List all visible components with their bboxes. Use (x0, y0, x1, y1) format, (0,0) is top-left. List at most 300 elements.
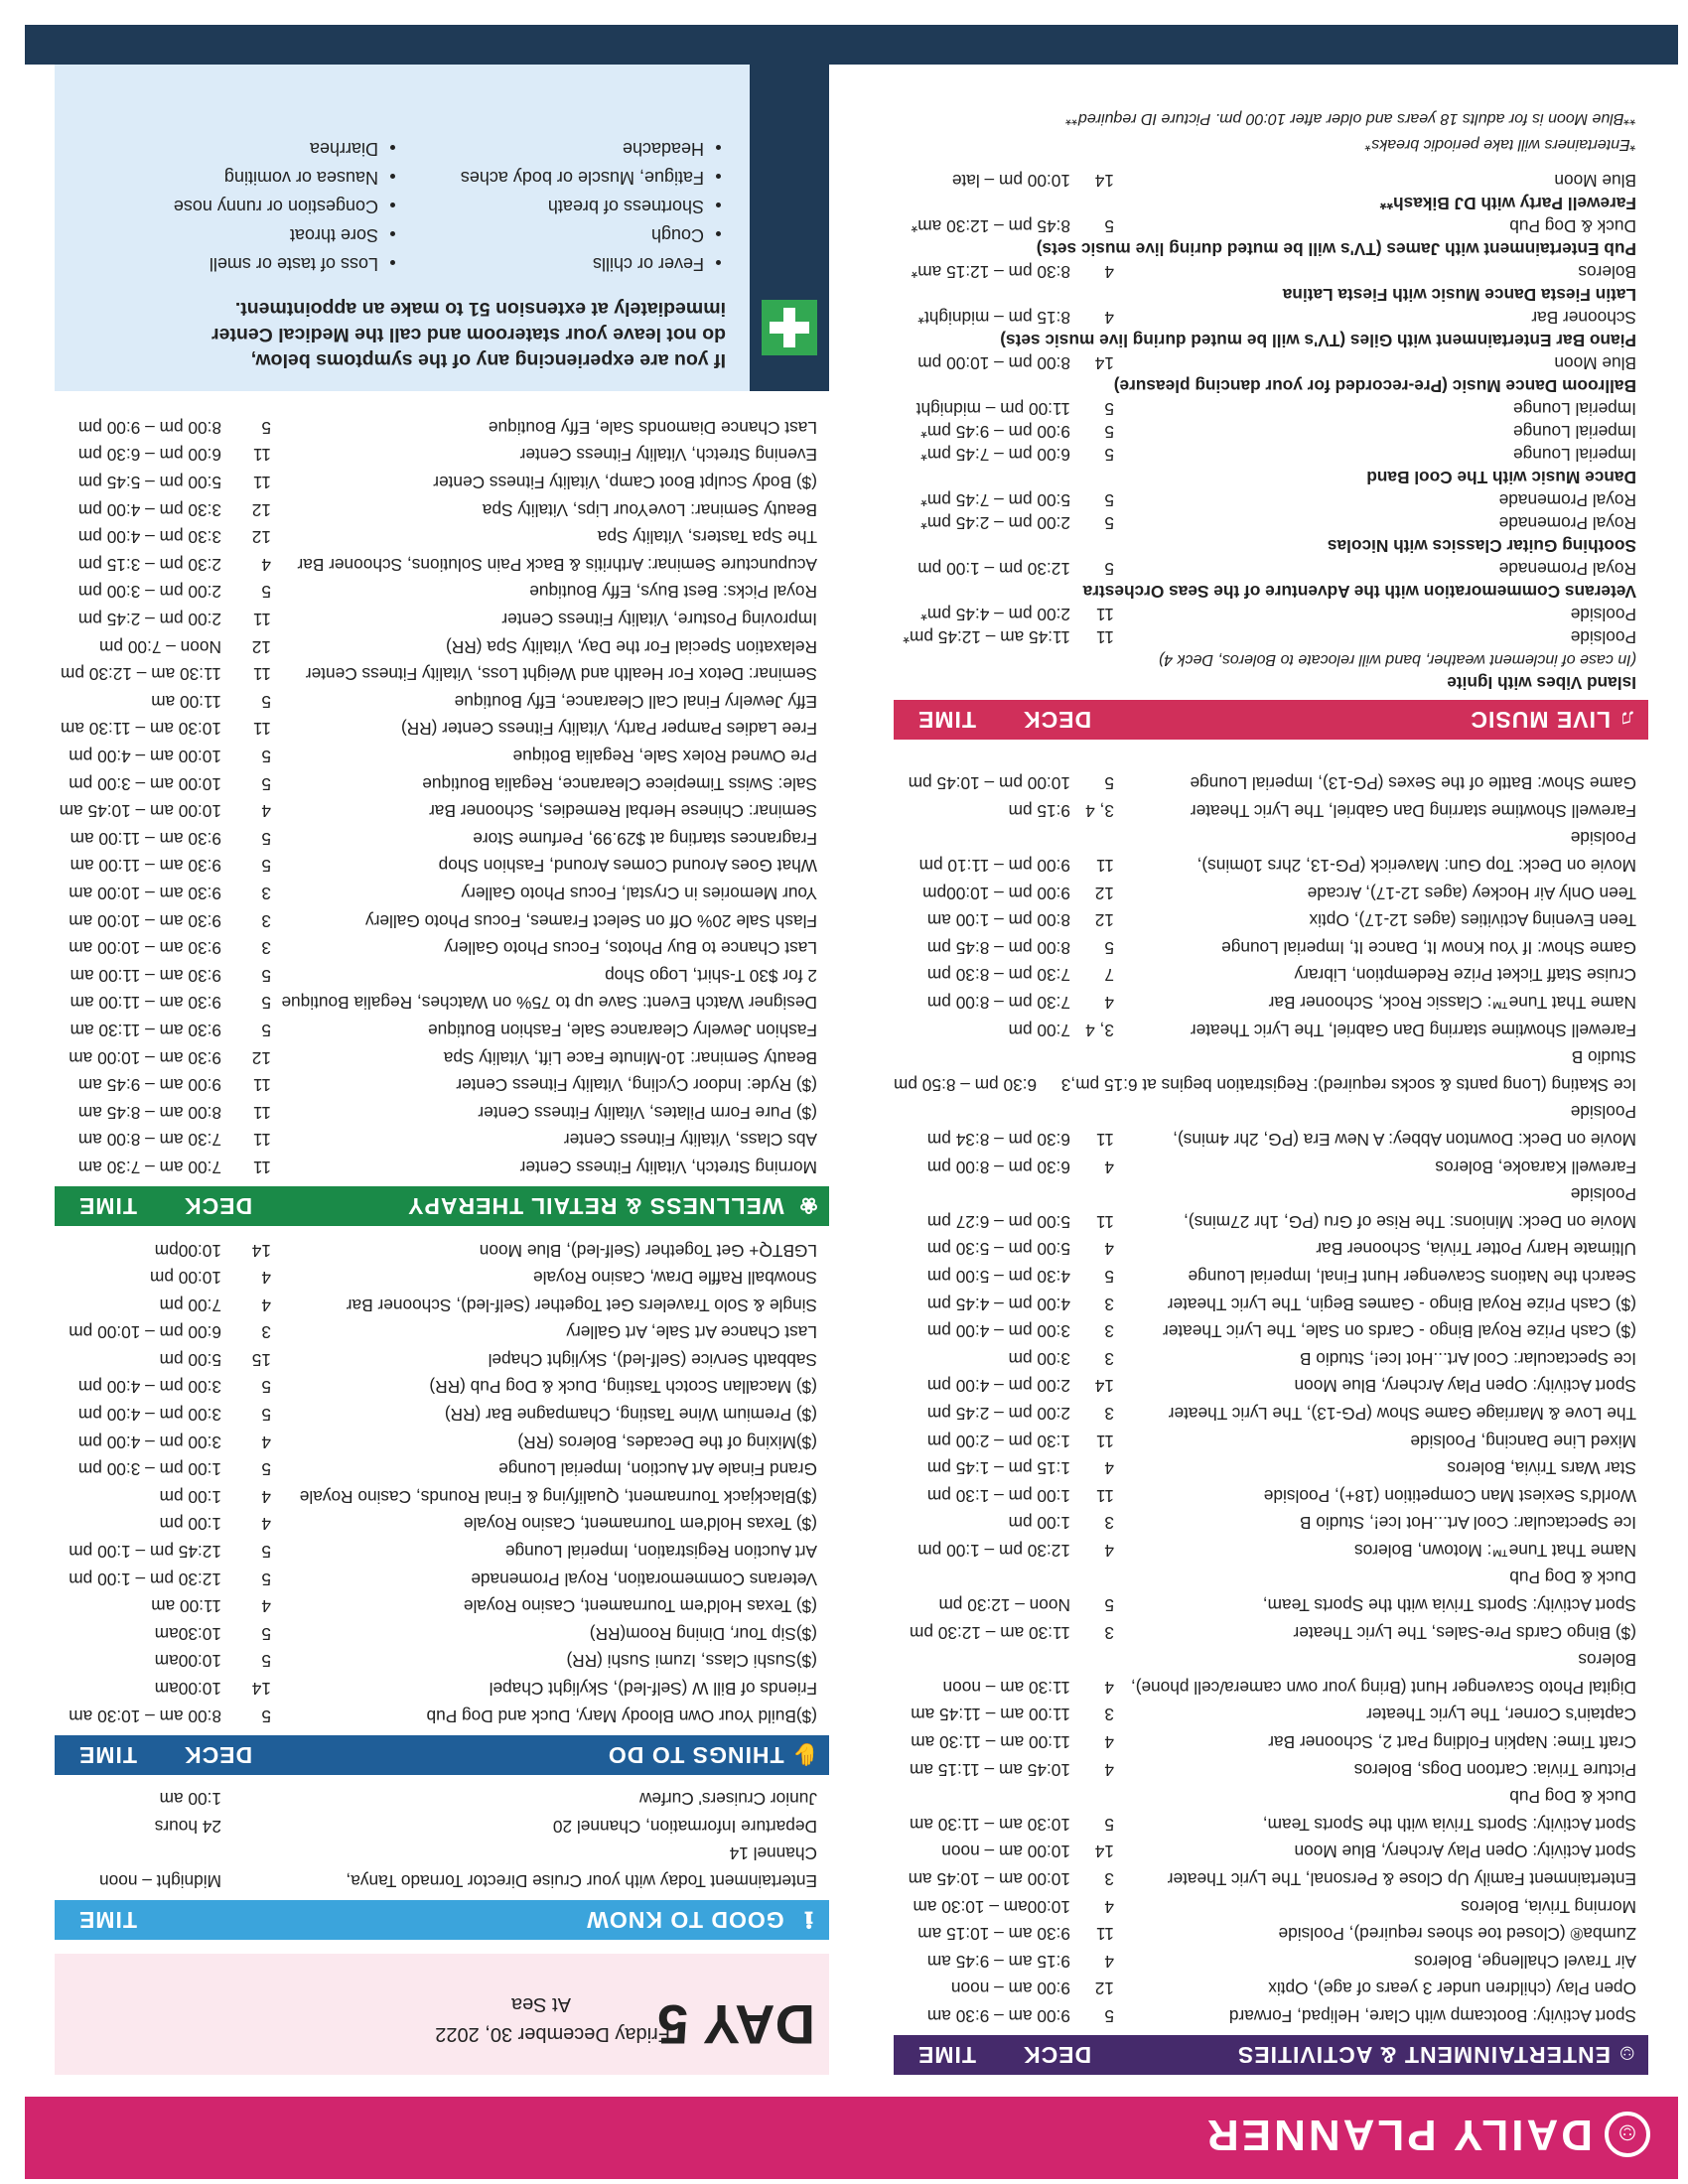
medical-cross-icon (762, 300, 817, 355)
deck-number: 4 (1104, 1239, 1114, 1260)
event-name: Beauty Seminar: LoveYour Lips, Vitality Spa (482, 499, 817, 520)
schedule-row (894, 625, 1648, 648)
event-time: 10:00pm (154, 1240, 221, 1261)
deck-number: 4 (1104, 1759, 1114, 1780)
deck-number: 4 (1104, 1951, 1114, 1972)
schedule-row (55, 441, 829, 469)
event-name: Single & Solo Travelers Get Together (Self-led), Schooner Bar (346, 1295, 817, 1315)
event-name: Dance Music with The Cool Band (1366, 467, 1636, 487)
event-time: 10:00am (154, 1651, 221, 1672)
day-header (55, 1954, 829, 2075)
deck-number: 11 (1096, 1211, 1114, 1232)
deck-number: 4 (1104, 307, 1114, 328)
deck-number: 3 (1104, 1321, 1114, 1342)
event-time: 11:30 am – 12:30 pm (909, 1622, 1070, 1643)
symptom-item: • Loss of taste or smell (74, 249, 378, 278)
schedule-row (894, 1755, 1648, 1783)
info-icon: ℹ (803, 1907, 813, 1932)
schedule-row (894, 796, 1648, 824)
deck-number: 11 (253, 445, 271, 466)
deck-number: 4 (1104, 1540, 1114, 1561)
event-name: Poolside (1570, 1184, 1636, 1205)
lotus-icon: ❀ (798, 1192, 818, 1218)
event-time: 10:00 pm (149, 1268, 221, 1289)
event-time: 9:00 am – 9:30 am (926, 2006, 1070, 2026)
event-time (894, 1098, 1070, 1126)
event-time: 3:30 pm – 4:00 pm (77, 527, 221, 548)
event-name: Improving Posture, Vitality Fitness Center (501, 610, 817, 630)
event-name: LGBTQ+ Get Together (Self-led), Blue Moon (479, 1240, 817, 1261)
event-time: 24 hours (154, 1816, 221, 1837)
event-time: 2:00 pm – 4:00 pm (926, 1376, 1070, 1397)
deck-number: 11 (1096, 1130, 1114, 1150)
deck-number (1070, 648, 1114, 671)
event-name: Ice Spectacular: Cool Art...Hot Ice!, Studio B (1299, 1348, 1636, 1369)
schedule-row (55, 413, 829, 441)
time-column-label: TIME (917, 2042, 976, 2068)
schedule-row (894, 329, 1648, 351)
deck-number: 4 (1104, 1458, 1114, 1479)
event-time: 9:00 pm – 11:10 pm (918, 856, 1070, 877)
event-name: Friends of Bill W (Self-led), Skylight Chapel (489, 1679, 817, 1700)
event-name: Boleros (1578, 261, 1636, 282)
deck-number: 5 (1104, 421, 1114, 442)
schedule-row (894, 192, 1648, 214)
deck-number: 11 (253, 1075, 271, 1096)
event-time: 9:30 am – 10:00 am (69, 884, 221, 903)
event-name: Ultimate Harry Potter Trivia, Schooner Bar (1316, 1239, 1636, 1260)
event-time: 11:00 am – 11:45 am (911, 1705, 1070, 1725)
deck-number: 3, 4 (1085, 800, 1114, 821)
deck-number: 5 (261, 856, 271, 877)
schedule-row (55, 1153, 829, 1180)
section-title: LIVE MUSIC (1470, 706, 1611, 733)
schedule-row (894, 1783, 1648, 1811)
deck-number: 4 (1104, 993, 1114, 1014)
schedule-row (55, 852, 829, 880)
deck-number (1070, 1043, 1114, 1071)
event-time (894, 671, 1070, 694)
schedule-row (55, 1016, 829, 1043)
schedule-row (894, 1454, 1648, 1482)
event-time: 8:45 pm – 12:30 am* (911, 215, 1070, 236)
event-time: 9:15 pm (1008, 800, 1070, 821)
schedule-row (894, 1290, 1648, 1317)
event-name: World's Sexiest Man Competition (18+), Poolside (1263, 1485, 1636, 1506)
event-time: 8:00 pm – 9:00 pm (77, 417, 221, 438)
deck-number: 5 (261, 691, 271, 712)
schedule-row (894, 1701, 1648, 1728)
schedule-row (894, 397, 1648, 420)
good-to-know-list (55, 1775, 829, 1900)
deck-number: 5 (1104, 773, 1114, 794)
event-name: Acupuncture Seminar: Arthritis & Back Pain Solutions, Schooner Bar (297, 554, 817, 575)
event-time: 9:30 am – 11:00 am (70, 965, 221, 986)
event-name: Search the Nations Scavenger Hunt Final, Imperial Lounge (1188, 1266, 1636, 1287)
deck-number (1070, 1180, 1114, 1208)
event-time: 6:00 pm – 6:30 pm (77, 445, 221, 466)
day-date: Friday December 30, 2022 (435, 2023, 670, 2045)
event-time: 8:00 am – 8:45 am (77, 1102, 221, 1123)
event-name: Evening Stretch, Vitality Fitness Center (519, 445, 817, 466)
deck-number (1046, 580, 1083, 603)
event-name: 2 for $30 T-shirt, Logo Shop (605, 965, 817, 986)
event-time: 2:00 pm – 3:00 pm (77, 582, 221, 603)
medical-heading-line: immediately at extension 51 to make an appointment. (234, 298, 726, 321)
schedule-row (894, 769, 1648, 797)
event-name: Farewell Showtime starring Dan Gabriel, The Lyric Theater (1190, 1020, 1636, 1040)
event-name: Royal Picks: Best Buys, Effy Boutique (529, 582, 817, 603)
deck-number: 5 (1104, 558, 1114, 579)
event-time: 8:00 am – 10:30 am (69, 1706, 221, 1726)
section-title: WELLNESS & RETAIL THERAPY (407, 1192, 784, 1219)
event-name: Designer Watch Event: Save up to 75% on Watches, Regalia Boutique (281, 993, 817, 1014)
schedule-row (55, 660, 829, 688)
symptom-item: • Fatigue, Muscle or body aches (400, 163, 704, 192)
schedule-row (55, 1071, 829, 1099)
symptom-item: • Sore throat (74, 220, 378, 249)
deck-number (979, 329, 1000, 351)
schedule-row (55, 1291, 829, 1318)
deck-number (1070, 824, 1114, 852)
event-name: The Spa Tasters, Vitality Spa (597, 527, 817, 548)
event-name: Movie on Deck: Downton Abbey: A New Era (PG, 2hr 4mins), (1173, 1130, 1636, 1150)
schedule-row (894, 1070, 1648, 1098)
deck-column-label: DECK (184, 1192, 253, 1219)
schedule-row (55, 1345, 829, 1373)
event-name: Sport Activity: Open Play Archery, Blue Moon (1294, 1842, 1636, 1862)
schedule-row (55, 1373, 829, 1401)
symptom-list-left (400, 134, 726, 278)
event-time: 8:15 pm – midnight* (917, 307, 1070, 328)
day-number: DAY 5 (657, 1993, 815, 2056)
deck-number: 4 (261, 1295, 271, 1315)
deck-number: 3 (261, 938, 271, 959)
event-time: 11:00 am (151, 691, 221, 712)
symptom-item: • Cough (400, 220, 704, 249)
event-name: Farewell Party with DJ Bikash** (1379, 193, 1636, 213)
deck-number: 5 (261, 1706, 271, 1726)
schedule-row (894, 1427, 1648, 1454)
event-time: 6:30 pm – 8:00 pm (926, 1157, 1070, 1177)
event-name: Relaxation Special For the Day, Vitality Spa (RR) (446, 636, 817, 657)
event-name: Entertainment Family Up Close & Personal, The Lyric Theater (1167, 1869, 1636, 1890)
event-time (55, 1840, 221, 1867)
deck-number: 5 (1104, 215, 1114, 236)
schedule-row (894, 1864, 1648, 1892)
event-time: 1:00 pm (1008, 1513, 1070, 1534)
event-time: 5:00 pm – 5:45 pm (77, 473, 221, 493)
event-time: 11:00 pm – midnight (915, 398, 1070, 419)
deck-number: 5 (261, 1651, 271, 1672)
event-name: Sport Activity: Open Play Archery, Blue Moon (1294, 1376, 1636, 1397)
schedule-row (55, 632, 829, 660)
event-time: 8:00 pm – 8:45 pm (926, 937, 1070, 958)
event-name: Imperial Lounge (1513, 421, 1636, 442)
event-name: Royal Promenade (1498, 512, 1636, 533)
column-activities (894, 107, 1648, 2075)
event-time: Noon – 7:00 pm (99, 636, 221, 657)
deck-number: 3 (261, 1322, 271, 1343)
event-name: Poolside (1570, 626, 1636, 647)
deck-number: 3 (1104, 1705, 1114, 1725)
schedule-row (894, 1564, 1648, 1591)
schedule-row (55, 1043, 829, 1071)
event-time (894, 1043, 1070, 1071)
event-name: Digital Photo Scavenger Hunt (Bring your own camera/cell phone), (1130, 1677, 1636, 1698)
schedule-row (55, 879, 829, 906)
event-name: ($) Bingo Cards Pre-Sales, The Lyric Theater (1293, 1622, 1636, 1643)
deck-number: 12 (251, 499, 271, 520)
deck-number: 5 (1104, 1595, 1114, 1616)
deck-number: 4 (261, 554, 271, 575)
event-name: Poolside (1570, 1102, 1636, 1123)
event-name: Name That Tune™: Motown, Boleros (1354, 1540, 1636, 1561)
schedule-row (894, 1975, 1648, 2002)
event-time: 8:00 pm – 1:00 am (926, 910, 1070, 931)
time-column-label: TIME (917, 706, 976, 733)
event-time: 12:30 pm – 1:00 pm (917, 558, 1070, 579)
event-time: 9:30 am – 10:15 am (917, 1924, 1070, 1945)
event-time: 11:30 am – 12:30 pm (60, 664, 221, 685)
smiley-icon: ☺ (1605, 2112, 1650, 2157)
event-name: ($) Cash Prize Royal Bingo - Games Begin, The Lyric Theater (1167, 1294, 1636, 1314)
schedule-row (894, 488, 1648, 511)
event-name: ($)Sip Tour, Dining Room(RR) (589, 1623, 817, 1644)
deck-column-label: DECK (184, 1741, 253, 1768)
event-time: 10:00 am – 10:45 am (908, 1869, 1070, 1890)
event-time: 3:00 pm (1008, 1348, 1070, 1369)
event-name: Art Auction Registration, Imperial Lounge (504, 1542, 817, 1563)
event-time (894, 192, 1070, 214)
event-time: 9:00 am – 9:45 am (77, 1075, 221, 1096)
schedule-row (894, 1043, 1648, 1071)
event-name: Veterans Commemoration with the Adventure of the Seas Orchestra (1082, 581, 1636, 602)
event-name: Star Wars Trivia, Boleros (1447, 1458, 1636, 1479)
event-time: 11:30 am – noon (942, 1677, 1070, 1698)
time-column-label: TIME (78, 1741, 137, 1768)
schedule-row (894, 214, 1648, 237)
schedule-row (55, 1565, 829, 1592)
event-time: 3:00 pm – 4:00 pm (77, 1432, 221, 1452)
schedule-row (55, 1401, 829, 1429)
event-time: 5:00 pm – 6:27 pm (926, 1211, 1070, 1232)
schedule-row (894, 1810, 1648, 1838)
schedule-row (894, 420, 1648, 443)
event-name: ($)Sushi Class, Izumi Sushi (RR) (566, 1651, 817, 1672)
event-name: Schooner Bar (1531, 307, 1636, 328)
good-to-know-header (55, 1900, 829, 1940)
schedule-row (894, 580, 1648, 603)
deck-number: 5 (261, 773, 271, 794)
symptom-lists (74, 134, 726, 278)
schedule-row (55, 797, 829, 825)
section-title: GOOD TO KNOW (586, 1907, 784, 1933)
event-time: 11:00 am (151, 1596, 221, 1617)
schedule-row (55, 1455, 829, 1483)
schedule-row (894, 557, 1648, 580)
deck-number: 11 (253, 1102, 271, 1123)
schedule-row (894, 169, 1648, 192)
event-name: Fashion Jewelry Clearance Sale, Fashion Boutique (428, 1020, 817, 1040)
schedule-row (55, 1592, 829, 1620)
event-name: Soothing Guitar Classics with Nicolas (1327, 535, 1636, 556)
section-title: ENTERTAINMENT & ACTIVITIES (1236, 2042, 1611, 2068)
medical-heading (74, 296, 726, 373)
schedule-row (55, 824, 829, 852)
symptom-item: • Diarrhea (74, 134, 378, 163)
event-name: Duck & Dog Pub (1509, 1568, 1636, 1588)
schedule-row (894, 1235, 1648, 1263)
symptom-item: • Fever or chills (400, 249, 704, 278)
event-time: 10:00am (154, 1679, 221, 1700)
deck-number: 14 (1094, 170, 1114, 191)
column-info (55, 64, 829, 2075)
schedule-row (55, 1647, 829, 1675)
event-name: ($) Macallan Scotch Tasting, Duck & Dog Pub (RR) (429, 1377, 817, 1398)
deck-number: 4 (261, 1596, 271, 1617)
deck-number: 5 (261, 1542, 271, 1563)
event-time: 1:00 pm – 3:00 pm (77, 1459, 221, 1480)
event-name: ($) Cash Prize Royal Bingo - Cards on Sale, The Lyric Theater (1162, 1321, 1636, 1342)
event-time: 9:30 am – 11:00 am (70, 828, 221, 849)
schedule-row (894, 1098, 1648, 1126)
schedule-row (894, 1399, 1648, 1427)
event-time (894, 824, 1070, 852)
event-time: 7:00 am – 7:30 am (77, 1157, 221, 1177)
event-time: 10:45 am – 11:15 am (909, 1759, 1070, 1780)
schedule-row (894, 1727, 1648, 1755)
event-name: Game Show: If You Know It, Dance It, Imperial Lounge (1221, 937, 1636, 958)
schedule-row (894, 824, 1648, 852)
deck-number (1070, 466, 1114, 488)
deck-number: 5 (261, 1623, 271, 1644)
schedule-row (55, 1126, 829, 1154)
event-name: Open Play (children under 3 years of age), Optix (1268, 1979, 1636, 1999)
schedule-row (55, 1674, 829, 1702)
schedule-row (894, 1509, 1648, 1537)
deck-number (1070, 671, 1114, 694)
schedule-row (55, 550, 829, 578)
deck-number: 15 (251, 1349, 271, 1370)
deck-number: 12 (1094, 1979, 1114, 1999)
event-name: Blue Moon (1554, 170, 1636, 191)
event-time: 11:45 am – 12:45 pm* (903, 626, 1070, 647)
deck-number: 5 (261, 747, 271, 767)
things-to-do-list (55, 1226, 829, 1735)
medical-heading-line: If you are experiencing any of the symptoms below, (250, 349, 726, 372)
event-time: 3:30 pm – 4:00 pm (77, 499, 221, 520)
schedule-row (55, 1428, 829, 1455)
deck-number: 11 (1096, 1485, 1114, 1506)
planner-title: DAILY PLANNER (1203, 2111, 1593, 2159)
event-time: 6:30 pm – 8:34 pm (926, 1130, 1070, 1150)
deck-number: 3 (1104, 1513, 1114, 1534)
event-name: What Goes Around Comes Around, Fashion Shop (438, 856, 817, 877)
event-name: Ice Spectacular: Cool Art...Hot Ice!, Studio B (1299, 1513, 1636, 1534)
schedule-row (894, 283, 1648, 306)
deck-number: 14 (251, 1240, 271, 1261)
deck-number (1070, 534, 1114, 557)
event-name: Teen Evening Activities (ages 12-17), Optix (1309, 910, 1636, 931)
event-time: 1:00 pm – 1:30 pm (926, 1485, 1070, 1506)
event-time (894, 534, 1070, 557)
event-name: Last Chance Art Sale, Art Gallery (566, 1322, 817, 1343)
wellness-header (55, 1186, 829, 1226)
schedule-row (55, 1785, 829, 1813)
deck-number: 11 (253, 610, 271, 630)
schedule-row (894, 988, 1648, 1016)
event-time: Midnight – noon (99, 1871, 221, 1891)
event-time: 10:00 am – 3:00 pm (69, 773, 221, 794)
event-name: Sabbath Service (Self-led), Skylight Chapel (488, 1349, 817, 1370)
deck-number: 3 (261, 884, 271, 903)
deck-number: 5 (261, 965, 271, 986)
deck-number: 4 (1104, 1157, 1114, 1177)
footer-band (25, 25, 1678, 65)
deck-number: 14 (1094, 1376, 1114, 1397)
event-name: Seminar: Detox For Health and Weight Loss, Vitality Fitness Center (305, 664, 817, 685)
live-music-list (894, 159, 1648, 700)
event-time (894, 466, 1070, 488)
symptom-item: • Headache (400, 134, 704, 163)
deck-number: 5 (1104, 398, 1114, 419)
event-time: 9:00 pm – 10:00pm (922, 883, 1070, 903)
event-time: 1:15 pm – 1:45 pm (926, 1458, 1070, 1479)
event-name: ($) Body Sculpt Boot Camp, Vitality Fitness Center (433, 473, 817, 493)
event-name: ($)Blackjack Tournament, Qualifying & Final Rounds, Casino Royale (299, 1486, 817, 1507)
event-time: 10:00 pm – late (951, 170, 1070, 191)
event-name: Island Vibes with Ignite (1447, 672, 1636, 693)
event-name: Ballroom Dance Music (Pre-recorded for your dancing pleasure) (1113, 375, 1636, 396)
schedule-row (55, 523, 829, 551)
time-column-label: TIME (78, 1192, 137, 1219)
event-time: 9:30 am – 11:00 am (70, 856, 221, 877)
entertainment-list (894, 740, 1648, 2035)
event-time: 9:30 am – 10:00 am (69, 1047, 221, 1068)
deck-column-label: DECK (1023, 706, 1092, 733)
schedule-row (55, 578, 829, 606)
event-name: Morning Trivia, Boleros (1461, 1896, 1636, 1917)
schedule-row (55, 1537, 829, 1565)
deck-number: 5 (1104, 1814, 1114, 1835)
event-time: 9:00 am – noon (950, 1979, 1070, 1999)
event-time: 11:00 am – 11:30 am (911, 1732, 1070, 1753)
event-name: Movie on Deck: Top Gun: Maverick (PG-13, 2hrs 10mins), (1196, 856, 1636, 877)
time-column-label: TIME (78, 1907, 137, 1933)
event-time: 9:30 am – 10:00 am (69, 910, 221, 931)
event-name: Pub Entertainment with James (TV's will be muted during live music sets) (1036, 238, 1636, 259)
deck-number: 5 (261, 828, 271, 849)
deck-number: 5 (1104, 2006, 1114, 2026)
event-name: Sport Activity: Sports Trivia with the Sports Team, (1262, 1814, 1636, 1835)
event-name: Royal Promenade (1498, 489, 1636, 510)
event-name: Royal Promenade (1498, 558, 1636, 579)
schedule-row (894, 1344, 1648, 1372)
event-name: Zumba® (Closed toe shoes required), Poolside (1278, 1924, 1636, 1945)
schedule-row (894, 1180, 1648, 1208)
deck-number (1008, 237, 1036, 260)
deck-number (1070, 1564, 1114, 1591)
deck-number: 5 (1104, 1266, 1114, 1287)
schedule-row (894, 260, 1648, 283)
schedule-row (55, 934, 829, 962)
schedule-row (55, 989, 829, 1017)
event-time: 7:00 pm (1008, 1020, 1070, 1040)
event-name: Veterans Commemoration, Royal Promenade (471, 1569, 817, 1589)
event-name: Your Memories in Crystal, Focus Photo Gallery (461, 884, 817, 903)
deck-number: 12 (251, 1047, 271, 1068)
